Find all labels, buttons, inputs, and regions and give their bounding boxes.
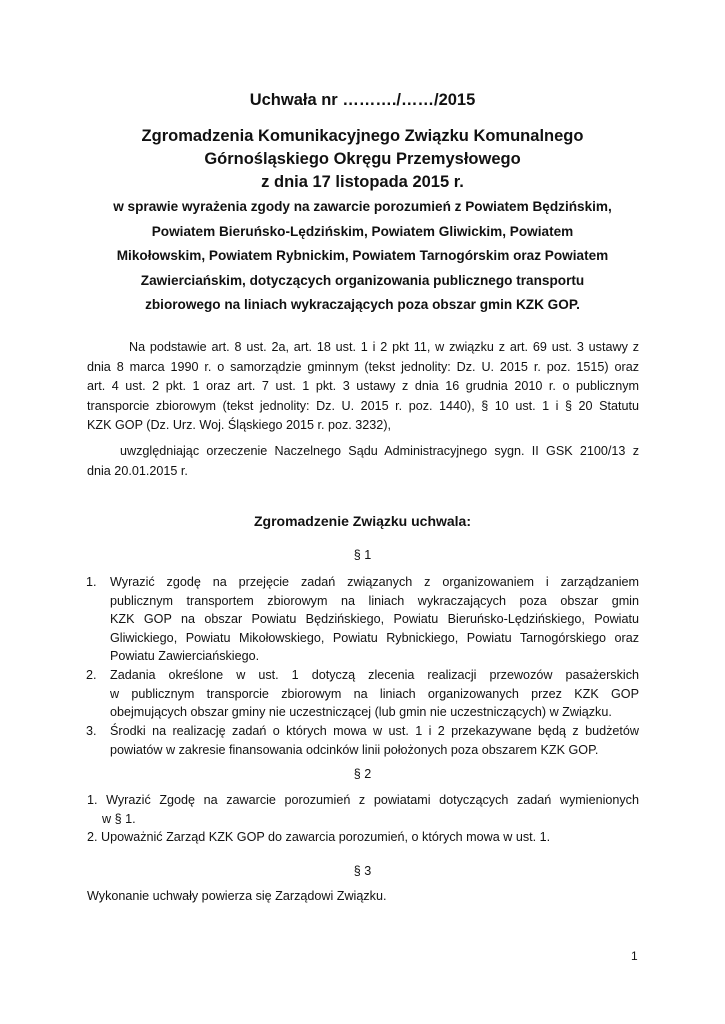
item-line: obejmujących obszar gminy nie uczestniczącej (lub gmin nie uczestniczących) w Związku. [110,705,612,719]
item-line: Powiatu Zawierciańskiego. [110,649,260,663]
item-line: KZK GOP na obszar Powiatu Będzińskiego, Powiatu Bieruńsko-Lędzińskiego, Powiatu [110,612,639,626]
section-2-item-2 [87,828,639,847]
item-line: 1. Wyrazić Zgodę na zawarcie porozumień z powiatami dotyczących zadań wymienionych [87,793,639,807]
issuing-body-line-2: Górnośląskiego Okręgu Przemysłowego [204,150,521,168]
resolution-title: Uchwała nr ………./……/2015 [249,91,476,109]
item-number: 3. [86,724,97,738]
item-line: Środki na realizację zadań o których mowa w ust. 1 i 2 przekazywane będą z budżetów [110,724,639,738]
item-number: 1. [86,575,97,589]
section-1-mark: § 1 [353,548,372,562]
subject-line: Zawierciańskim, dotyczących organizowania publicznego transportu [140,272,585,288]
item-line: publicznym transportem zbiorowym na liniach wykraczających poza obszar gmin [110,593,639,608]
subject-line: w sprawie wyrażenia zgody na zawarcie porozumień z Powiatem Będzińskim, [113,199,612,214]
item-line: Wyrazić zgodę na przejęcie zadań związanych z organizowaniem i zarządzaniem [110,575,639,589]
paragraph-line: uwzględniając orzeczenie Naczelnego Sądu Administracyjnego sygn. II GSK 2100/13 z [120,444,639,458]
paragraph-line: dnia 20.01.2015 r. [87,463,188,478]
issuing-body-line-1: Zgromadzenia Komunikacyjnego Związku Komunalnego [141,127,584,145]
paragraph-line: transporcie zbiorowym (tekst jednolity: Dz. U. 2015 r. poz. 1440), § 10 ust. 1 i § 20 Statutu [87,398,639,413]
item-line: w publicznym transporcie zbiorowym na liniach organizowanych przez KZK GOP [110,686,639,701]
item-line: w § 1. [102,811,136,826]
item-number: 2. [86,668,97,682]
section-3-mark: § 3 [353,864,372,878]
item-line: Gliwickiego, Powiatu Mikołowskiego, Powiatu Rybnickiego, Powiatu Tarnogórskiego oraz [110,630,639,645]
subject-line: zbiorowego na liniach wykraczających poza obszar gmin KZK GOP. [145,297,580,312]
item-line: powiatów w zakresie finansowania odcinków linii położonych poza obszarem KZK GOP. [110,742,599,757]
execution-clause: Wykonanie uchwały powierza się Zarządowi Związku. [87,889,387,903]
subject-line: Mikołowskim, Powiatem Rybnickim, Powiatem Tarnogórskim oraz Powiatem [116,248,609,263]
section-2-item-1 [87,791,639,828]
paragraph-line: art. 4 ust. 2 pkt. 1 oraz art. 7 ust. 1 pkt. 3 ustawy z dnia 16 grudnia 2010 r. o publicznym [87,379,639,394]
resolves-heading: Zgromadzenie Związku uchwala: [253,513,472,529]
court-ruling-paragraph [87,442,639,481]
paragraph-line: dnia 8 marca 1990 r. o samorządzie gminnym (tekst jednolity: Dz. U. 2015 r. poz. 1515) oraz [87,359,639,374]
page-number: 1 [631,949,638,963]
item-line: 2. Upoważnić Zarząd KZK GOP do zawarcia porozumień, o których mowa w ust. 1. [87,830,551,844]
resolution-date: z dnia 17 listopada 2015 r. [261,173,464,191]
item-line: Zadania określone w ust. 1 dotyczą zlecenia realizacji przewozów pasażerskich [110,668,639,682]
resolution-subject [80,195,645,318]
subject-line: Powiatem Bieruńsko-Lędzińskim, Powiatem Gliwickim, Powiatem [151,223,574,239]
section-2-mark: § 2 [353,767,372,781]
paragraph-line: KZK GOP (Dz. Urz. Woj. Śląskiego 2015 r. poz. 3232), [87,418,392,433]
legal-basis-paragraph [87,338,639,436]
paragraph-line: Na podstawie art. 8 ust. 2a, art. 18 ust. 1 i 2 pkt 11, w związku z art. 69 ust. 3 ustawy z [129,340,639,354]
